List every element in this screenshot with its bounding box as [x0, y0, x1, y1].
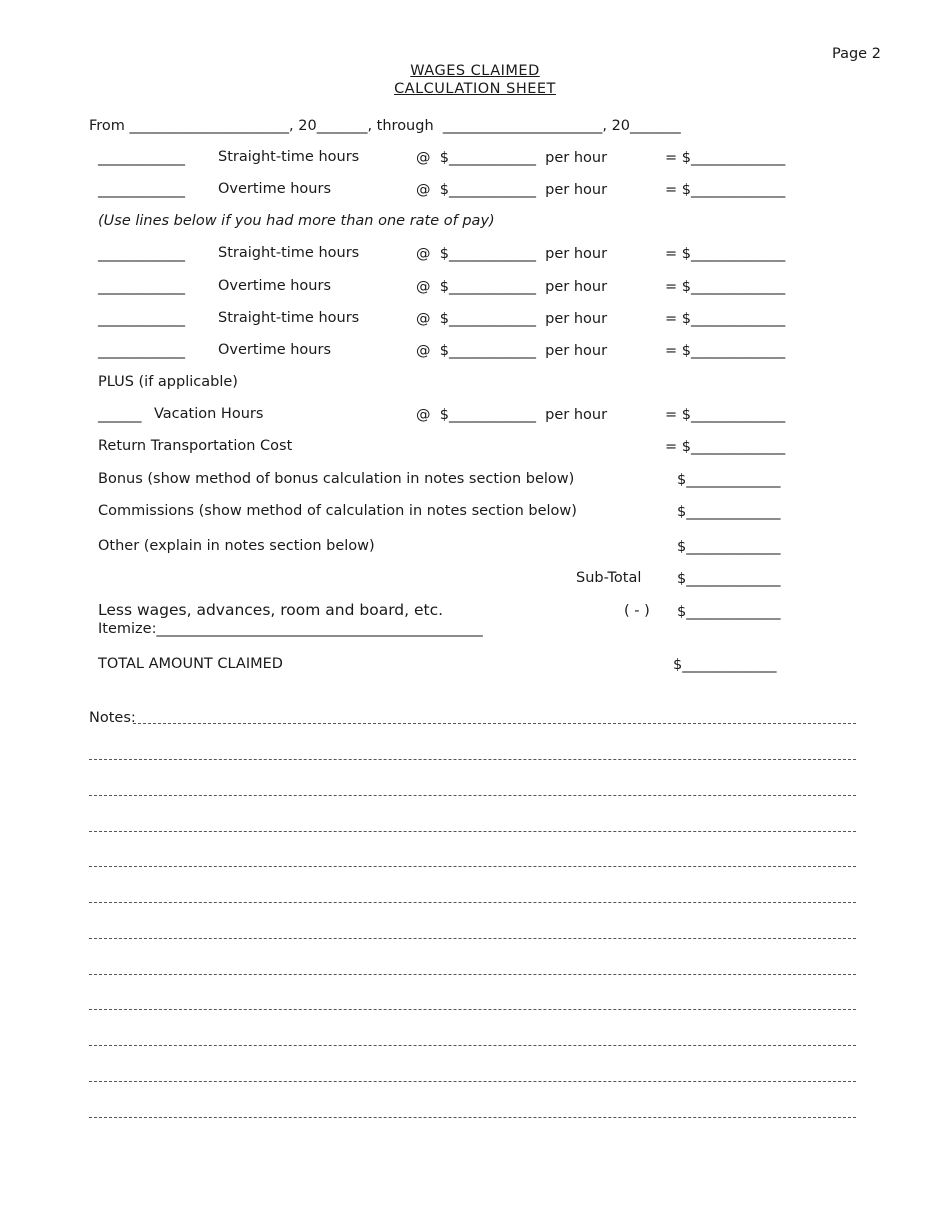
rate-field[interactable]: @ $____________ per hour	[416, 246, 608, 262]
notes-line[interactable]	[89, 1081, 856, 1082]
itemize-field[interactable]: Itemize:_____________________________________________	[98, 621, 483, 637]
rate-field[interactable]: @ $____________ per hour	[416, 311, 608, 327]
vacation-amount-field[interactable]: = $_____________	[665, 407, 786, 423]
vacation-label: Vacation Hours	[154, 406, 264, 422]
less-sign: ( - )	[624, 603, 650, 619]
other-label: Other (explain in notes section below)	[98, 538, 375, 554]
hours-blank[interactable]: ____________	[98, 182, 185, 198]
notes-label: Notes:	[89, 710, 136, 726]
vacation-blank[interactable]: ______	[98, 407, 142, 423]
notes-line[interactable]	[89, 1117, 856, 1118]
hours-label: Overtime hours	[218, 181, 332, 197]
notes-line[interactable]	[89, 974, 856, 975]
amount-field[interactable]: = $_____________	[665, 311, 786, 327]
form-title-line2: CALCULATION SHEET	[394, 81, 556, 97]
rate-field[interactable]: @ $____________ per hour	[416, 150, 608, 166]
notes-line[interactable]	[133, 723, 856, 724]
notes-line[interactable]	[89, 866, 856, 867]
less-field[interactable]: $_____________	[677, 604, 781, 620]
rate-field[interactable]: @ $____________ per hour	[416, 279, 608, 295]
total-label: TOTAL AMOUNT CLAIMED	[98, 656, 283, 672]
hours-label: Overtime hours	[218, 342, 332, 358]
commissions-label: Commissions (show method of calculation in notes section below)	[98, 503, 577, 519]
hours-blank[interactable]: ____________	[98, 311, 185, 327]
subtotal-label: Sub-Total	[576, 570, 642, 586]
notes-line[interactable]	[89, 902, 856, 903]
commissions-field[interactable]: $_____________	[677, 504, 781, 520]
less-label: Less wages, advances, room and board, etc.	[98, 601, 444, 619]
hours-label: Straight-time hours	[218, 310, 360, 326]
bonus-field[interactable]: $_____________	[677, 472, 781, 488]
rate-field[interactable]: @ $____________ per hour	[416, 343, 608, 359]
plus-label: PLUS (if applicable)	[98, 374, 238, 390]
hours-blank[interactable]: ____________	[98, 343, 185, 359]
hours-label: Straight-time hours	[218, 245, 360, 261]
return-transport-label: Return Transportation Cost	[98, 438, 293, 454]
return-transport-field[interactable]: = $_____________	[665, 439, 786, 455]
hours-label: Overtime hours	[218, 278, 332, 294]
notes-line[interactable]	[89, 831, 856, 832]
amount-field[interactable]: = $_____________	[665, 182, 786, 198]
period-line[interactable]: From ______________________, 20_______, through ______________________, 20_______	[89, 118, 681, 134]
bonus-label: Bonus (show method of bonus calculation in notes section below)	[98, 471, 575, 487]
notes-line[interactable]	[89, 759, 856, 760]
page-number: Page 2	[832, 46, 881, 62]
hours-label: Straight-time hours	[218, 149, 360, 165]
rate-field[interactable]: @ $____________ per hour	[416, 182, 608, 198]
form-title-line1: WAGES CLAIMED	[410, 63, 540, 79]
amount-field[interactable]: = $_____________	[665, 279, 786, 295]
hours-blank[interactable]: ____________	[98, 279, 185, 295]
amount-field[interactable]: = $_____________	[665, 150, 786, 166]
notes-line[interactable]	[89, 795, 856, 796]
hours-blank[interactable]: ____________	[98, 246, 185, 262]
hours-blank[interactable]: ____________	[98, 150, 185, 166]
vacation-rate-field[interactable]: @ $____________ per hour	[416, 407, 608, 423]
notes-line[interactable]	[89, 938, 856, 939]
subtotal-field[interactable]: $_____________	[677, 571, 781, 587]
notes-line[interactable]	[89, 1009, 856, 1010]
multi-rate-note: (Use lines below if you had more than one rate of pay)	[98, 213, 495, 229]
notes-line[interactable]	[89, 1045, 856, 1046]
amount-field[interactable]: = $_____________	[665, 343, 786, 359]
amount-field[interactable]: = $_____________	[665, 246, 786, 262]
total-field[interactable]: $_____________	[673, 657, 777, 673]
other-field[interactable]: $_____________	[677, 539, 781, 555]
